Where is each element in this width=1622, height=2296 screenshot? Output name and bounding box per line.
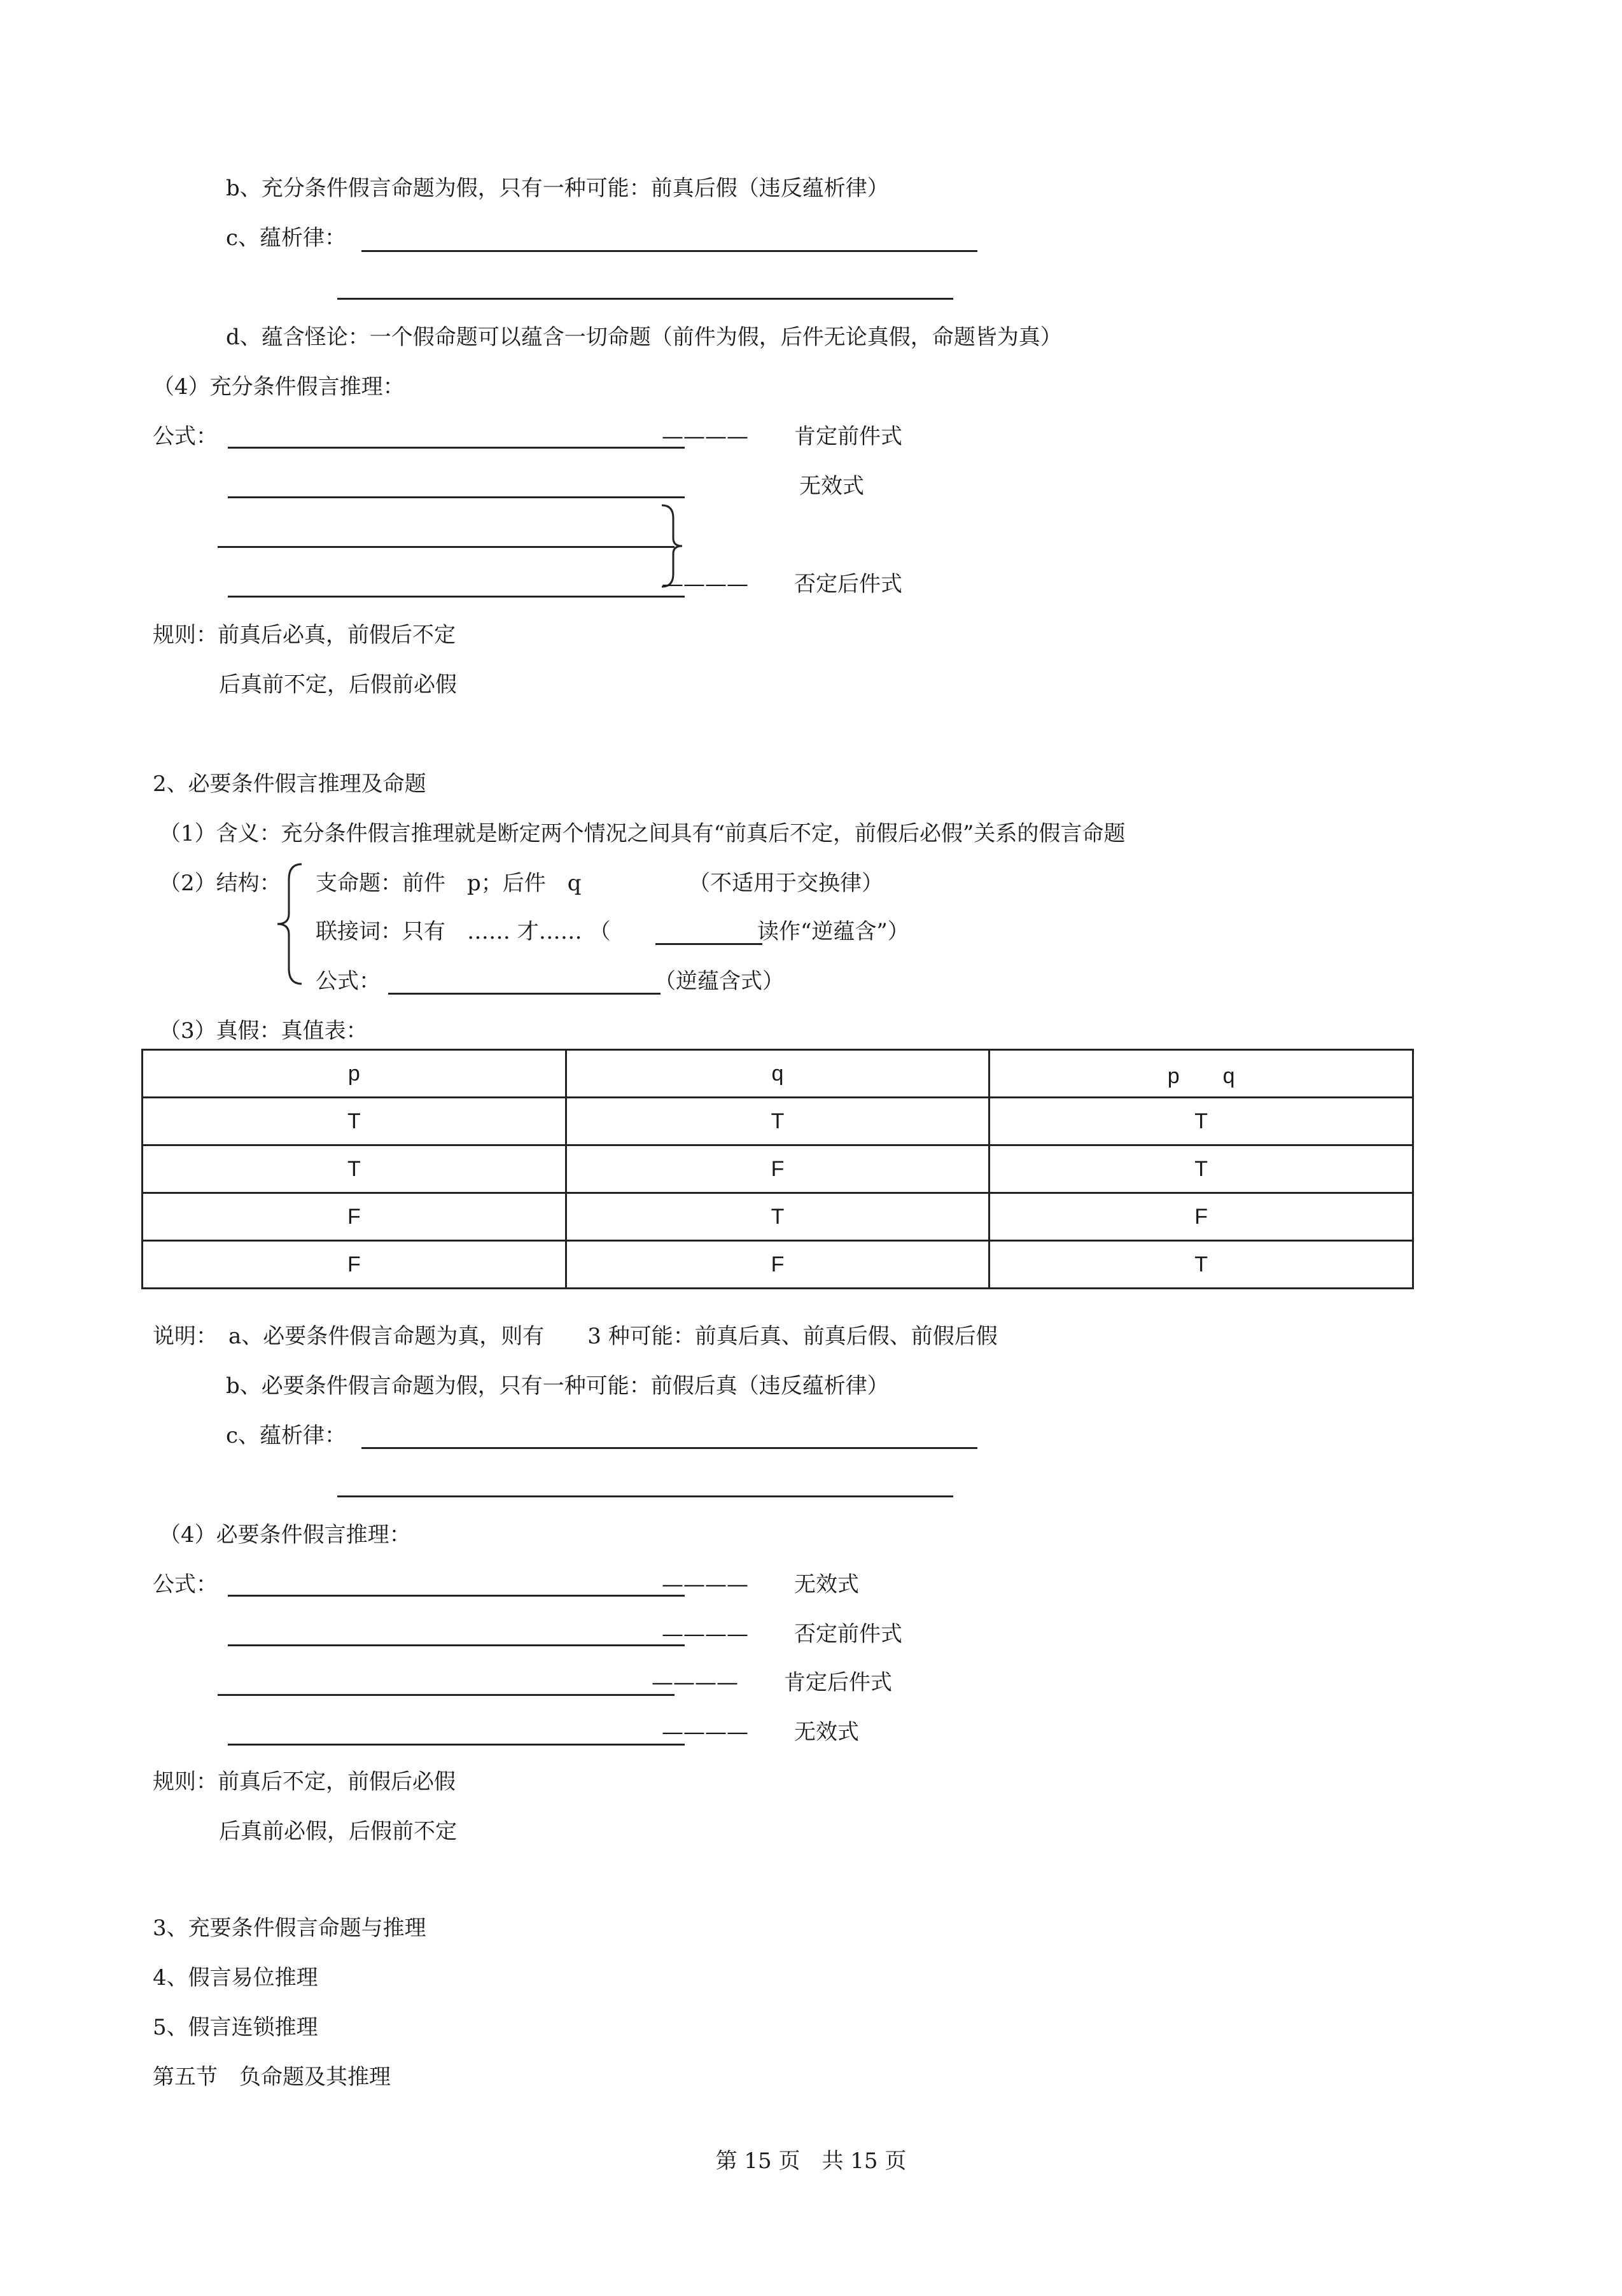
table-cell: T bbox=[989, 1145, 1413, 1193]
dash: ———— bbox=[662, 424, 748, 449]
dash: ———— bbox=[662, 571, 748, 597]
blank-line bbox=[228, 1595, 685, 1597]
structure-label: （2）结构： bbox=[159, 871, 281, 896]
formula-row1-label: 无效式 bbox=[794, 1572, 859, 1597]
table-cell: F bbox=[566, 1241, 989, 1289]
dash: ———— bbox=[662, 1719, 748, 1745]
table-cell: F bbox=[989, 1193, 1413, 1241]
rule-line2: 后真前必假，后假前不定 bbox=[219, 1819, 457, 1844]
heading-necessary-inference: （4）必要条件假言推理： bbox=[159, 1522, 411, 1548]
section-title-6: 第五节 负命题及其推理 bbox=[153, 2064, 391, 2090]
note-b-sufficient: b、充分条件假言命题为假，只有一种可能：前真后假（违反蕴析律） bbox=[226, 176, 889, 201]
blank-line bbox=[218, 546, 675, 548]
table-header-cell: p q bbox=[989, 1050, 1413, 1098]
dash: ———— bbox=[652, 1670, 738, 1695]
structure-branch3-note: （逆蕴含式） bbox=[654, 969, 784, 994]
dash: ———— bbox=[662, 1621, 748, 1647]
section-title-3: 3、充要条件假言命题与推理 bbox=[153, 1915, 426, 1941]
blank-line bbox=[228, 1744, 685, 1746]
table-cell: F bbox=[143, 1193, 566, 1241]
blank-line bbox=[228, 1644, 685, 1646]
formula-row2-label: 否定前件式 bbox=[794, 1621, 902, 1647]
structure-branch1: 支命题：前件 p；后件 q bbox=[316, 871, 582, 896]
formula-row3-label: 肯定后件式 bbox=[784, 1670, 892, 1695]
blank-line bbox=[228, 447, 685, 449]
table-cell: T bbox=[989, 1241, 1413, 1289]
truth-table bbox=[141, 1049, 1414, 1289]
table-row bbox=[143, 1241, 1413, 1289]
page-footer: 第 15 页 共 15 页 bbox=[715, 2148, 907, 2174]
table-header-cell: q bbox=[566, 1050, 989, 1098]
section-title-necessary: 2、必要条件假言推理及命题 bbox=[153, 771, 426, 797]
formula-row3-label: 否定后件式 bbox=[794, 571, 902, 597]
formula-row2-label: 无效式 bbox=[799, 473, 864, 499]
section-title-4: 4、假言易位推理 bbox=[153, 1965, 318, 1991]
formula-row4-label: 无效式 bbox=[794, 1719, 859, 1745]
structure-branch1-note: （不适用于交换律） bbox=[689, 871, 883, 896]
rule-line1: 规则：前真后必真，前假后不定 bbox=[153, 622, 456, 648]
meaning-line: （1）含义：充分条件假言推理就是断定两个情况之间具有“前真后不定，前假后必假”关系的假言命题 bbox=[159, 821, 1126, 846]
rule-line1: 规则：前真后不定，前假后必假 bbox=[153, 1769, 456, 1795]
table-header-row bbox=[143, 1050, 1413, 1098]
blank-line bbox=[337, 298, 953, 300]
blank-line bbox=[218, 1694, 675, 1696]
formula-label: 公式： bbox=[153, 424, 218, 449]
table-row bbox=[143, 1145, 1413, 1193]
table-header-cell: p bbox=[143, 1050, 566, 1098]
blank-line bbox=[361, 250, 977, 252]
rule-line2: 后真前不定，后假前必假 bbox=[219, 672, 457, 697]
blank-line bbox=[337, 1495, 953, 1497]
blank-line bbox=[361, 1447, 977, 1449]
formula-label: 公式： bbox=[153, 1572, 218, 1597]
heading-sufficient-inference: （4）充分条件假言推理： bbox=[153, 374, 405, 400]
blank-line bbox=[655, 943, 762, 945]
note-c-sufficient: c、蕴析律： bbox=[226, 225, 347, 251]
note-b-necessary: b、必要条件假言命题为假，只有一种可能：前假后真（违反蕴析律） bbox=[226, 1373, 889, 1399]
structure-branch2-note: 读作“逆蕴含”） bbox=[757, 919, 909, 944]
note-d-sufficient: d、蕴含怪论：一个假命题可以蕴含一切命题（前件为假，后件无论真假，命题皆为真） bbox=[226, 325, 1062, 350]
note-a-necessary: 说明： a、必要条件假言命题为真，则有 3 种可能：前真后真、前真后假、前假后假 bbox=[153, 1324, 998, 1349]
table-cell: T bbox=[143, 1145, 566, 1193]
formula-row1-label: 肯定前件式 bbox=[794, 424, 902, 449]
table-cell: T bbox=[566, 1098, 989, 1145]
table-row bbox=[143, 1098, 1413, 1145]
table-cell: T bbox=[566, 1193, 989, 1241]
table-cell: T bbox=[143, 1098, 566, 1145]
section-title-5: 5、假言连锁推理 bbox=[153, 2015, 318, 2040]
table-cell: F bbox=[566, 1145, 989, 1193]
blank-line bbox=[228, 596, 685, 598]
blank-line bbox=[228, 496, 685, 498]
table-cell: T bbox=[989, 1098, 1413, 1145]
table-cell: F bbox=[143, 1241, 566, 1289]
structure-branch3: 公式： bbox=[316, 969, 381, 994]
dash: ———— bbox=[662, 1572, 748, 1597]
left-brace-icon bbox=[274, 860, 305, 988]
structure-branch2: 联接词：只有 …… 才…… （ bbox=[316, 919, 611, 944]
table-row bbox=[143, 1193, 1413, 1241]
note-c-necessary: c、蕴析律： bbox=[226, 1423, 347, 1448]
blank-line bbox=[388, 993, 661, 995]
truth-table-title: （3）真假：真值表： bbox=[159, 1018, 368, 1044]
